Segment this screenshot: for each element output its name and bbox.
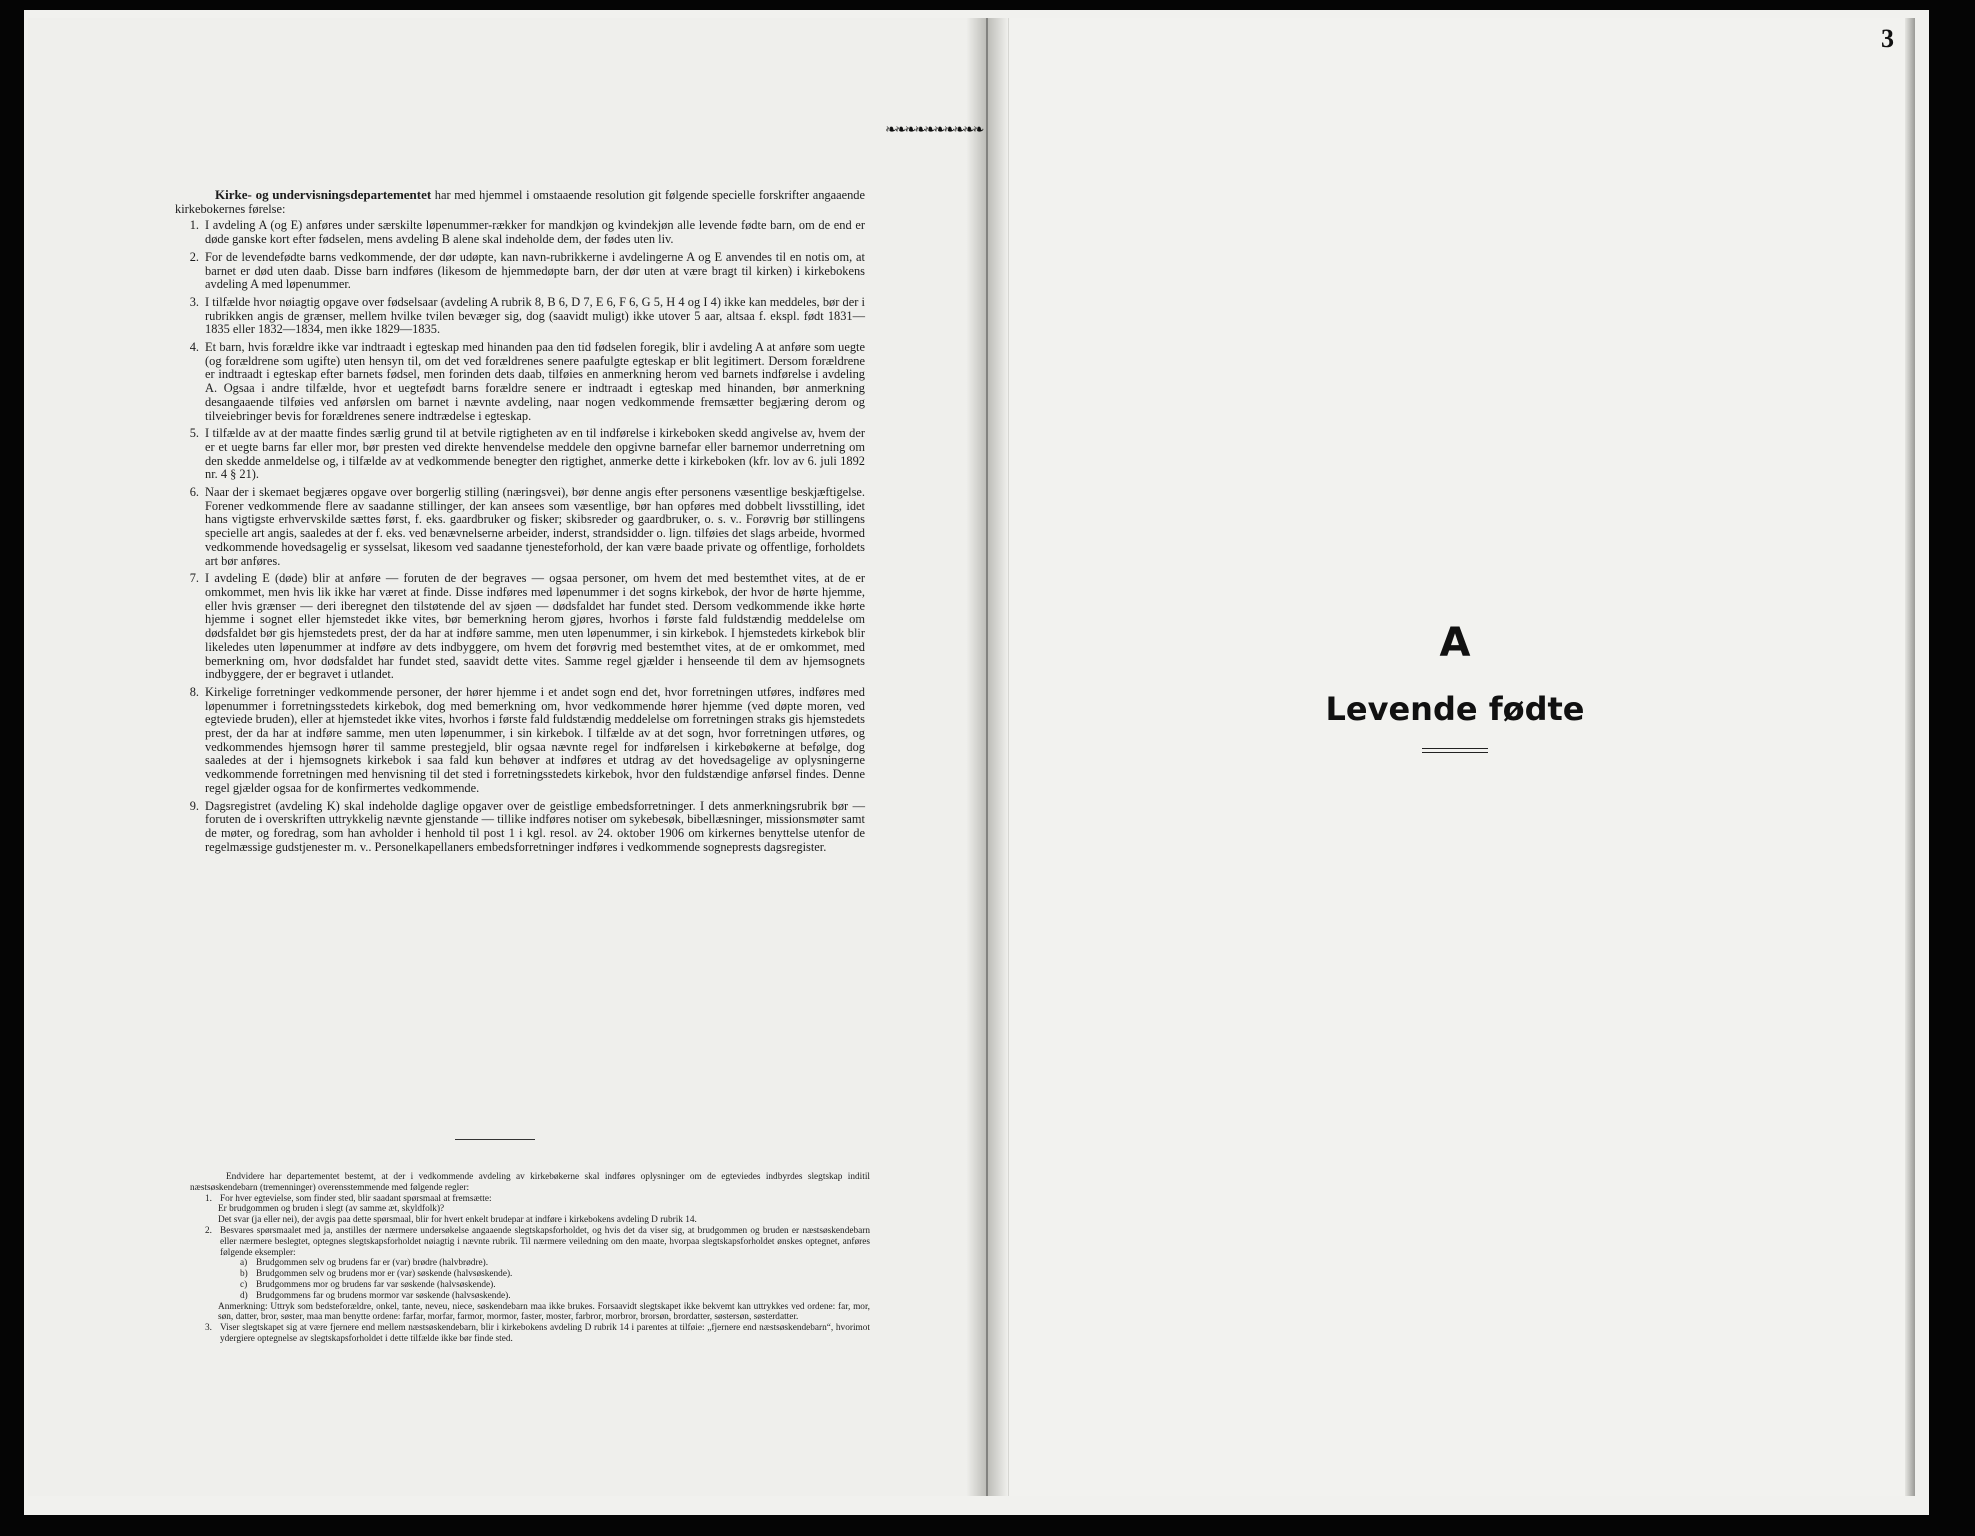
appendix-text: [190, 1172, 870, 1345]
item-text: Viser slegtskapet sig at være fjernere end mellem næstsøskendebarn, blir i kirkebokens avdeling D rubrik 14 i parentes at tilføie: „fjernere end næstsøskendebarn“, hvorimot ydergiere optegnelse av slegtskapsforholdet i dette tilfælde ikke bør finde sted.: [220, 1323, 870, 1344]
regulations-text: [175, 188, 865, 858]
item-number: 2.: [205, 1225, 212, 1236]
examples-list: [190, 1258, 870, 1301]
example-text: Brudgommens mor og brudens far var søskende (halvsøskende).: [256, 1279, 496, 1290]
example-letter: d): [240, 1290, 248, 1301]
example-text: Brudgommen selv og brudens mor er (var) søskende (halvsøskende).: [256, 1269, 513, 1280]
rule-text: Dagsregistret (avdeling K) skal indeholde daglige opgaver over de geistlige embedsforretninger. I dets anmerkningsrubrik bør — foruten de i overskriften uttrykkelig nævnte gjenstande — tillike indføres notiser om sykebesøk, bibellæsninger, missionsmøter samt de møter, og foredrag, som han avholder i henhold til post 1 i kgl. resol. av 24. oktober 1906 om kirkernes benyttelse utenfor de regelmæssige gudstjenester m. v.. Personelkapellaners embedsforretninger indføres i vedkommende sogneprests dagsregister.: [205, 798, 865, 854]
rule-item: [175, 800, 865, 855]
page-edge: [1905, 18, 1915, 1496]
right-page: [1008, 18, 1914, 1496]
note-text: Uttryk som bedsteforældre, onkel, tante, neveu, niece, søskendebarn maa ikke brukes. Forsaavidt slegtskapet ikke bekvemt kan uttrykkes ved ordene: far, mor, søn, datter, bror, søster, maa man benytte ordene: farfar, morfar, farmor, mormor, faster, moster, farbror, morbror, brorsøn, brordatter, søstersøn, søsterdatter.: [218, 1301, 871, 1323]
appendix-item: [190, 1323, 870, 1345]
rule-text: I tilfælde hvor nøiagtig opgave over fødselsaar (avdeling A rubrik 8, B 6, D 7, E 6, F 6, G 5, H 4 og I 4) ikke kan meddeles, bør der i rubrikken angis de grænser, mellem hvilke tvilen bevæger sig, dog (saavidt muligt) ikke utover 5 aar, altsaa f. ekspl. født 1831—1835 eller 1832—1834, men ikke 1829—1835.: [205, 294, 865, 337]
section-letter: A: [1439, 620, 1471, 666]
rule-number: 3.: [189, 294, 199, 309]
section-title: Levende fødte: [1325, 690, 1585, 728]
rule-text: Et barn, hvis forældre ikke var indtraadt i egteskap med hinanden paa den tid fødselen foregik, blir i avdeling A at anføre som uegte (og forældrene som ugifte) uten hensyn til, om det ved forældrenes senere paafulgte egteskap er blit legitimert. Dersom forældrene er indtraadt i egteskap efter barnets fødsel, men forinden dets daab, tilføies en anmerkning herom ved barnets indførelse i avdeling A. Ogsaa i andre tilfælde, hvor et uegtefødt barns forældre senere er indtraadt i egteskap med hinanden, bør anmerkning desangaaende tilføies ved anførslen om barnet i nævnte avdeling, naar nogen vedkommende fremsætter begjæring derom og tilveiebringer bevis for forældrenes senere indtrædelse i egteskap.: [205, 340, 865, 423]
rule-number: 7.: [189, 571, 199, 586]
item-text: Besvares spørsmaalet med ja, anstilles der nærmere undersøkelse angaaende slegtskapsforholdet, og hvis det da viser sig, at brudgommen og bruden er næstsøskendebarn eller nærmere beslegtet, optegnes slegtskapsforholdet nøiagtig i nævnte rubrik. Til nærmere veiledning om den maate, hvorpaa slegtskapsforholdet ønskes optegnet, anføres følgende eksempler:: [220, 1225, 870, 1258]
appendix-intro: Endvidere har departementet bestemt, at der i vedkommende avdeling av kirkebøkerne skal indføres oplysninger om de egteviedes indbyrdes slegtskap inditil næstsøskendebarn (tremenninger) overensstemmende med følgende regler:: [190, 1172, 870, 1193]
rule-text: I avdeling E (døde) blir at anføre — foruten de der begraves — ogsaa personer, om hvem det med bestemthet vites, at de er omkommet, men hvis lik ikke har været at finde. Disse indføres med løpenummer i det sogns kirkebok, der hvor de hørte hjemme, eller hvis grænser — deri iberegnet den tilstøtende del av sjøen — dødsfaldet har fundet sted. Dersom vedkommende ikke hørte hjemme i sognet eller hjemstedet ikke vites, bør bemerkning herom gjøres, hvorhos i første fald fuldstændig meddelelse om dødsfaldet bør gis hjemstedets prest, der da har at indføre samme, men uten løpenummer, i sin kirkebok. I hjemstedets kirkebok blir likeledes uten løpenummer at indføre av dets indbyggere, om hvem det forøvrig med bestemthet vites, at de er omkommet, med bemerkning om, hvor dødsfaldet har fundet sted, saavidt dette vites. Samme regel gjælder i henseende til dem av hjemsognets indbyggere, der er begravet i utlandet.: [205, 571, 865, 682]
rule-number: 6.: [189, 485, 199, 500]
rule-number: 2.: [189, 249, 199, 264]
example-letter: b): [240, 1269, 248, 1280]
rule-item: [175, 341, 865, 423]
page-number: 3: [1881, 24, 1894, 53]
rule-number: 4.: [189, 340, 199, 355]
example-item: [190, 1291, 870, 1302]
section-divider: [455, 1139, 535, 1140]
example-item: [190, 1280, 870, 1291]
rule-item: [175, 572, 865, 682]
rule-item: [175, 219, 865, 246]
ornament-icon: ❧❧❧❧❧❧❧❧❧❧: [885, 122, 983, 136]
rule-text: Kirkelige forretninger vedkommende personer, der hører hjemme i et andet sogn end det, hvor forretningen utføres, indføres med løpenummer i forretningsstedets kirkebok, dog med bemerkning om, hvor vedkommende hører hjemme (ved døpte moren, ved egteviede bruden), eller at hjemstedet ikke vites, hvorhos i første fald fuldstændig meddelelse om forretningen straks gis hjemstedets prest, der da har at indføre samme, men uten løpenummer, i sin kirkebok. I tilfælde av at det sogn, hvor forretningen utføres, og vedkommendes hjemsogn hører til samme prestegjeld, blir ogsaa nævnte regel for indførelsen i kirkebøkerne at befølge, dog saaledes at der i hjemsognets kirkebok i saa fald kun behøver at indføres et utdrag av det hovedsagelige av oplysningerne vedkommende forretningen med henvisning til det sted i forretningsstedets kirkebok, hvor den fuldstændige anførsel findes. Denne regel gjælder ogsaa for de konfirmertes vedkommende.: [205, 684, 865, 795]
rule-item: [175, 486, 865, 568]
regulations-intro: [175, 188, 865, 216]
example-letter: a): [240, 1258, 248, 1269]
title-underline: [1422, 748, 1488, 753]
example-text: Brudgommens far og brudens mormor var søskende (halvsøskende).: [256, 1290, 511, 1301]
intro-text: har med hjemmel i omstaaende resolution git følgende specielle forskrifter angaaende kirkebokernes førelse:: [175, 188, 865, 216]
appendix-item: [190, 1194, 870, 1205]
rule-text: I tilfælde av at der maatte findes særlig grund til at betvile rigtigheten av en til indførelse i kirkeboken skedd angivelse av, hvem der er et uegte barns far eller mor, bør presten ved direkte henvendelse meddele den opgivne barnefar eller barnemor underretning om den skedde anmeldelse og, i tilfælde av at vedkommende benegter den rigtighet, anmerke dette i kirkeboken (kfr. lov av 6. juli 1892 nr. 4 § 21).: [205, 426, 865, 482]
question-text: Er brudgommen og bruden i slegt (av samme æt, skyldfolk)?: [218, 1204, 445, 1215]
rule-item: [175, 296, 865, 337]
department-name: Kirke- og undervisningsdepartementet: [215, 187, 432, 202]
item-number: 1.: [205, 1193, 212, 1204]
appendix-item: [190, 1226, 870, 1258]
rule-number: 1.: [189, 218, 199, 233]
example-item: [190, 1258, 870, 1269]
note: [190, 1302, 870, 1324]
rule-number: 5.: [189, 426, 199, 441]
answer-text: Det svar (ja eller nei), der avgis paa dette spørsmaal, blir for hvert enkelt brudepar at indføre i kirkebokens avdeling D rubrik 14.: [218, 1215, 697, 1226]
rule-item: [175, 251, 865, 292]
book-gutter: [966, 18, 1008, 1496]
rule-item: [175, 686, 865, 796]
rule-number: 9.: [189, 798, 199, 813]
item-number: 3.: [205, 1323, 212, 1334]
example-item: [190, 1269, 870, 1280]
item-text: For hver egtevielse, som finder sted, blir saadant spørsmaal at fremsætte:: [220, 1193, 492, 1204]
rule-text: I avdeling A (og E) anføres under særskilte løpenummer-rækker for mandkjøn og kvindekjøn alle levende fødte barn, om de end er døde ganske kort efter fødselen, mens avdeling B alene skal indeholde dem, der fødes uten liv.: [205, 218, 865, 247]
rule-text: For de levendefødte barns vedkommende, der dør udøpte, kan navn-rubrikkerne i avdelingerne A og E anvendes til en notis om, at barnet er død uten daab. Disse barn indføres (likesom de hjemmedøpte barn, der dør uten at være bragt til kirken) i kirkebokens avdeling A med løpenummer.: [205, 249, 865, 292]
example-text: Brudgommen selv og brudens far er (var) brødre (halvbrødre).: [256, 1258, 489, 1269]
rule-number: 8.: [189, 684, 199, 699]
rule-item: [175, 427, 865, 482]
rules-list: [175, 219, 865, 854]
note-label: Anmerkning:: [218, 1301, 268, 1312]
example-letter: c): [240, 1279, 248, 1290]
rule-text: Naar der i skemaet begjæres opgave over borgerlig stilling (næringsvei), bør denne angis efter personens væsentlige beskjæftigelse. Forener vedkommende flere av saadanne stillinger, der kan ansees som væsentlige, bør han opføres med dobbelt livsstilling, idet hans vigtigste erhvervskilde sættes først, f. eks. gaardbruker og fisker; skibsreder og gaardbruker, o. s. v.. Forøvrig bør stillingens specielle art angis, saaledes at der f. eks. ved benævnelserne arbeider, inderst, strandsidder o. lign. tilføies det slags arbeide, hvormed vedkommende hovedsagelig er sysselsat, likesom ved saadanne tjenesteforhold, der kan være baade private og offentlige, forholdets art bør anføres.: [205, 485, 865, 568]
